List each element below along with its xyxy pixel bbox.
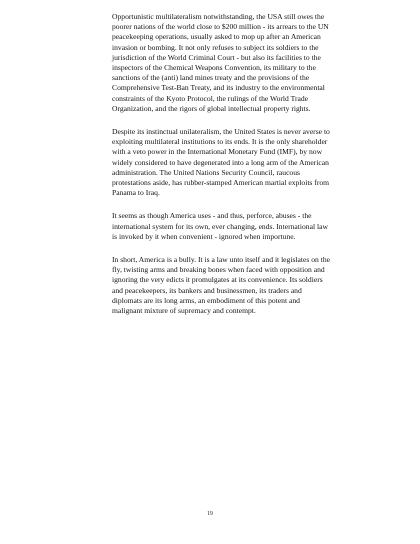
paragraph-1: Opportunistic multilateralism notwithstanding, the USA still owes the poorer nations of the world close to $200 million - its arrears to the UN peacekeeping operations, usually asked to mop up after an American invasion or bombing. It not only refuses to subject its soldiers to the jurisdiction of the World Criminal Court - but also its facilities to the inspectors of the Chemical Weapons Convention, its military to the sanctions of the (anti) land mines treaty and the provisions of the Comprehensive Test-Ban Treaty, and its industry to the environmental constraints of the Kyoto Protocol, the rulings of the World Trade Organization, and the rigors of global intellectual property rights. bbox=[112, 12, 329, 113]
body-text bbox=[112, 12, 330, 329]
page-number: 19 bbox=[207, 511, 213, 517]
paragraph-2: Despite its instinctual unilateralism, the United States is never averse to exploiting multilateral institutions to its ends. It is the only shareholder with a veto power in the International Monetary Fund (IMF), by now widely considered to have degenerated into a long arm of the American administration. The United Nations Security Council, raucous protestations aside, has rubber-stamped American martial exploits from Panama to Iraq. bbox=[112, 127, 330, 198]
paragraph-4: In short, America is a bully. It is a law unto itself and it legislates on the fly, twisting arms and breaking bones when faced with opposition and ignoring the very edicts it promulgates at its convenience. Its soldiers and peacekeepers, its bankers and businessmen, its traders and diplomats are its long arms, an embodiment of this potent and malignant mixture of supremacy and contempt. bbox=[112, 255, 330, 316]
paragraph-3: It seems as though America uses - and thus, perforce, abuses - the international system for its own, ever changing, ends. International law is invoked by it when convenient - ignored when importune. bbox=[112, 211, 328, 241]
